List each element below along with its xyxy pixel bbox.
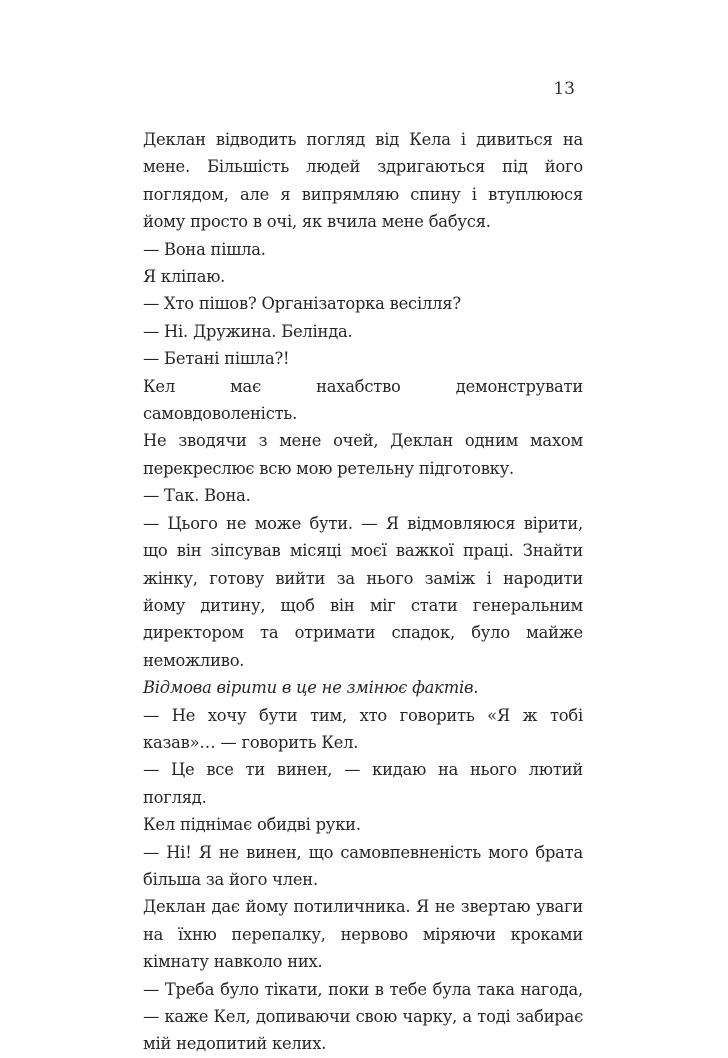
paragraph: Деклан дає йому потиличника. Я не звертаю уваги на їхню перепалку, нервово міряючи кроками кімнату навколо них. bbox=[143, 897, 583, 972]
paragraph: Я кліпаю. bbox=[143, 267, 226, 287]
paragraph: — Не хочу бути тим, хто говорить «Я ж тобі казав»… — говорить Кел. bbox=[143, 705, 583, 752]
paragraph: — Вона пішла. bbox=[143, 239, 266, 259]
paragraph: Кел піднімає обидві руки. bbox=[143, 815, 361, 835]
paragraph: Кел має нахабство демонструвати самовдоволеність. bbox=[143, 376, 583, 424]
page-number: 13 bbox=[553, 79, 575, 99]
paragraph: — Бетані пішла?! bbox=[143, 349, 290, 369]
italic-paragraph: Відмова вірити в це не змінює фактів. bbox=[143, 678, 479, 698]
paragraph: — Цього не може бути. — Я відмовляюся вірити, що він зіпсував місяці моєї важкої праці. Знайти жінку, готову вийти за нього заміж і народити йому дитину, щоб він міг стати генеральним директором та отримати спадок, було майже неможливо. bbox=[143, 513, 583, 670]
page-text bbox=[143, 126, 583, 1058]
paragraph: — Так. Вона. bbox=[143, 486, 251, 506]
paragraph: — Треба було тікати, поки в тебе була така нагода, — каже Кел, допиваючи свою чарку, а тоді забирає мій недопитий келих. bbox=[143, 979, 583, 1054]
paragraph: — Хто пішов? Організаторка весілля? bbox=[143, 294, 461, 314]
paragraph: Не зводячи з мене очей, Деклан одним махом перекреслює всю мою ретельну підготовку. bbox=[143, 431, 583, 478]
paragraph: — Ні! Я не винен, що самовпевненість мого брата більша за його член. bbox=[143, 842, 583, 889]
paragraph: — Це все ти винен, — кидаю на нього лютий погляд. bbox=[143, 760, 583, 807]
paragraph: Деклан відводить погляд від Кела і дивиться на мене. Більшість людей здригаються під його поглядом, але я випрямляю спину і втуплююся йому просто в очі, як вчила мене бабуся. bbox=[143, 130, 583, 232]
paragraph: — Ні. Дружина. Белінда. bbox=[143, 321, 353, 341]
